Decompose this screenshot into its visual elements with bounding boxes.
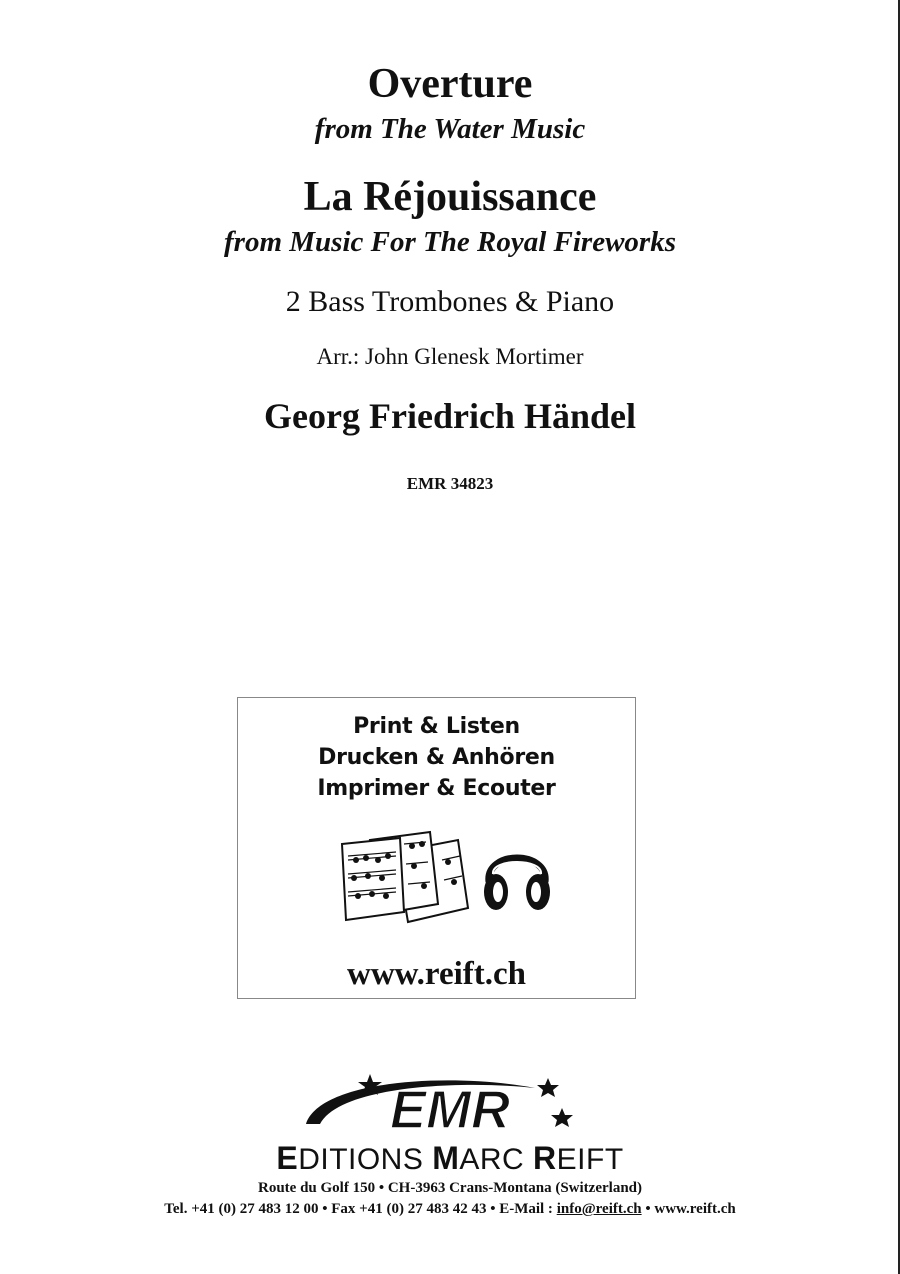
- publisher-arc: ARC: [459, 1143, 525, 1176]
- emr-logo-text: EMR: [390, 1080, 510, 1140]
- publisher-address: Route du Golf 150 • CH-3963 Crans-Montana (Switzerland): [258, 1180, 642, 1196]
- publisher-m: M: [432, 1140, 460, 1176]
- title-overture: Overture: [367, 61, 533, 107]
- publisher-name: [0, 1140, 900, 1177]
- subtitle-water-music: from The Water Music: [314, 113, 586, 145]
- promo-line-english: Print & Listen: [353, 714, 520, 739]
- headphones-icon: [481, 836, 553, 914]
- subtitle-royal-fireworks: from Music For The Royal Fireworks: [224, 226, 676, 258]
- publisher-eift: EIFT: [556, 1143, 624, 1176]
- catalog-code: EMR 34823: [406, 474, 494, 493]
- contact-phone-fax: Tel. +41 (0) 27 483 12 00 • Fax +41 (0) 27 483 42 43 • E-Mail :: [164, 1201, 557, 1217]
- promo-line-german: Drucken & Anhören: [318, 745, 555, 770]
- publisher-r: R: [533, 1140, 557, 1176]
- title-rejouissance: La Réjouissance: [303, 174, 597, 220]
- emr-logo: [300, 1072, 590, 1142]
- composer: Georg Friedrich Händel: [264, 396, 636, 436]
- arranger: Arr.: John Glenesk Mortimer: [316, 344, 584, 369]
- print-listen-box: [237, 697, 636, 999]
- publisher-e: E: [276, 1140, 299, 1176]
- publisher-ditions: DITIONS: [298, 1143, 424, 1176]
- instrumentation: 2 Bass Trombones & Piano: [285, 285, 615, 318]
- promo-url: www.reift.ch: [346, 956, 527, 992]
- publisher-contact: [0, 1201, 900, 1218]
- contact-website: • www.reift.ch: [641, 1201, 736, 1217]
- email-link[interactable]: info@reift.ch: [556, 1201, 642, 1217]
- promo-line-french: Imprimer & Ecouter: [317, 776, 556, 801]
- sheet-music-icon: [338, 830, 470, 928]
